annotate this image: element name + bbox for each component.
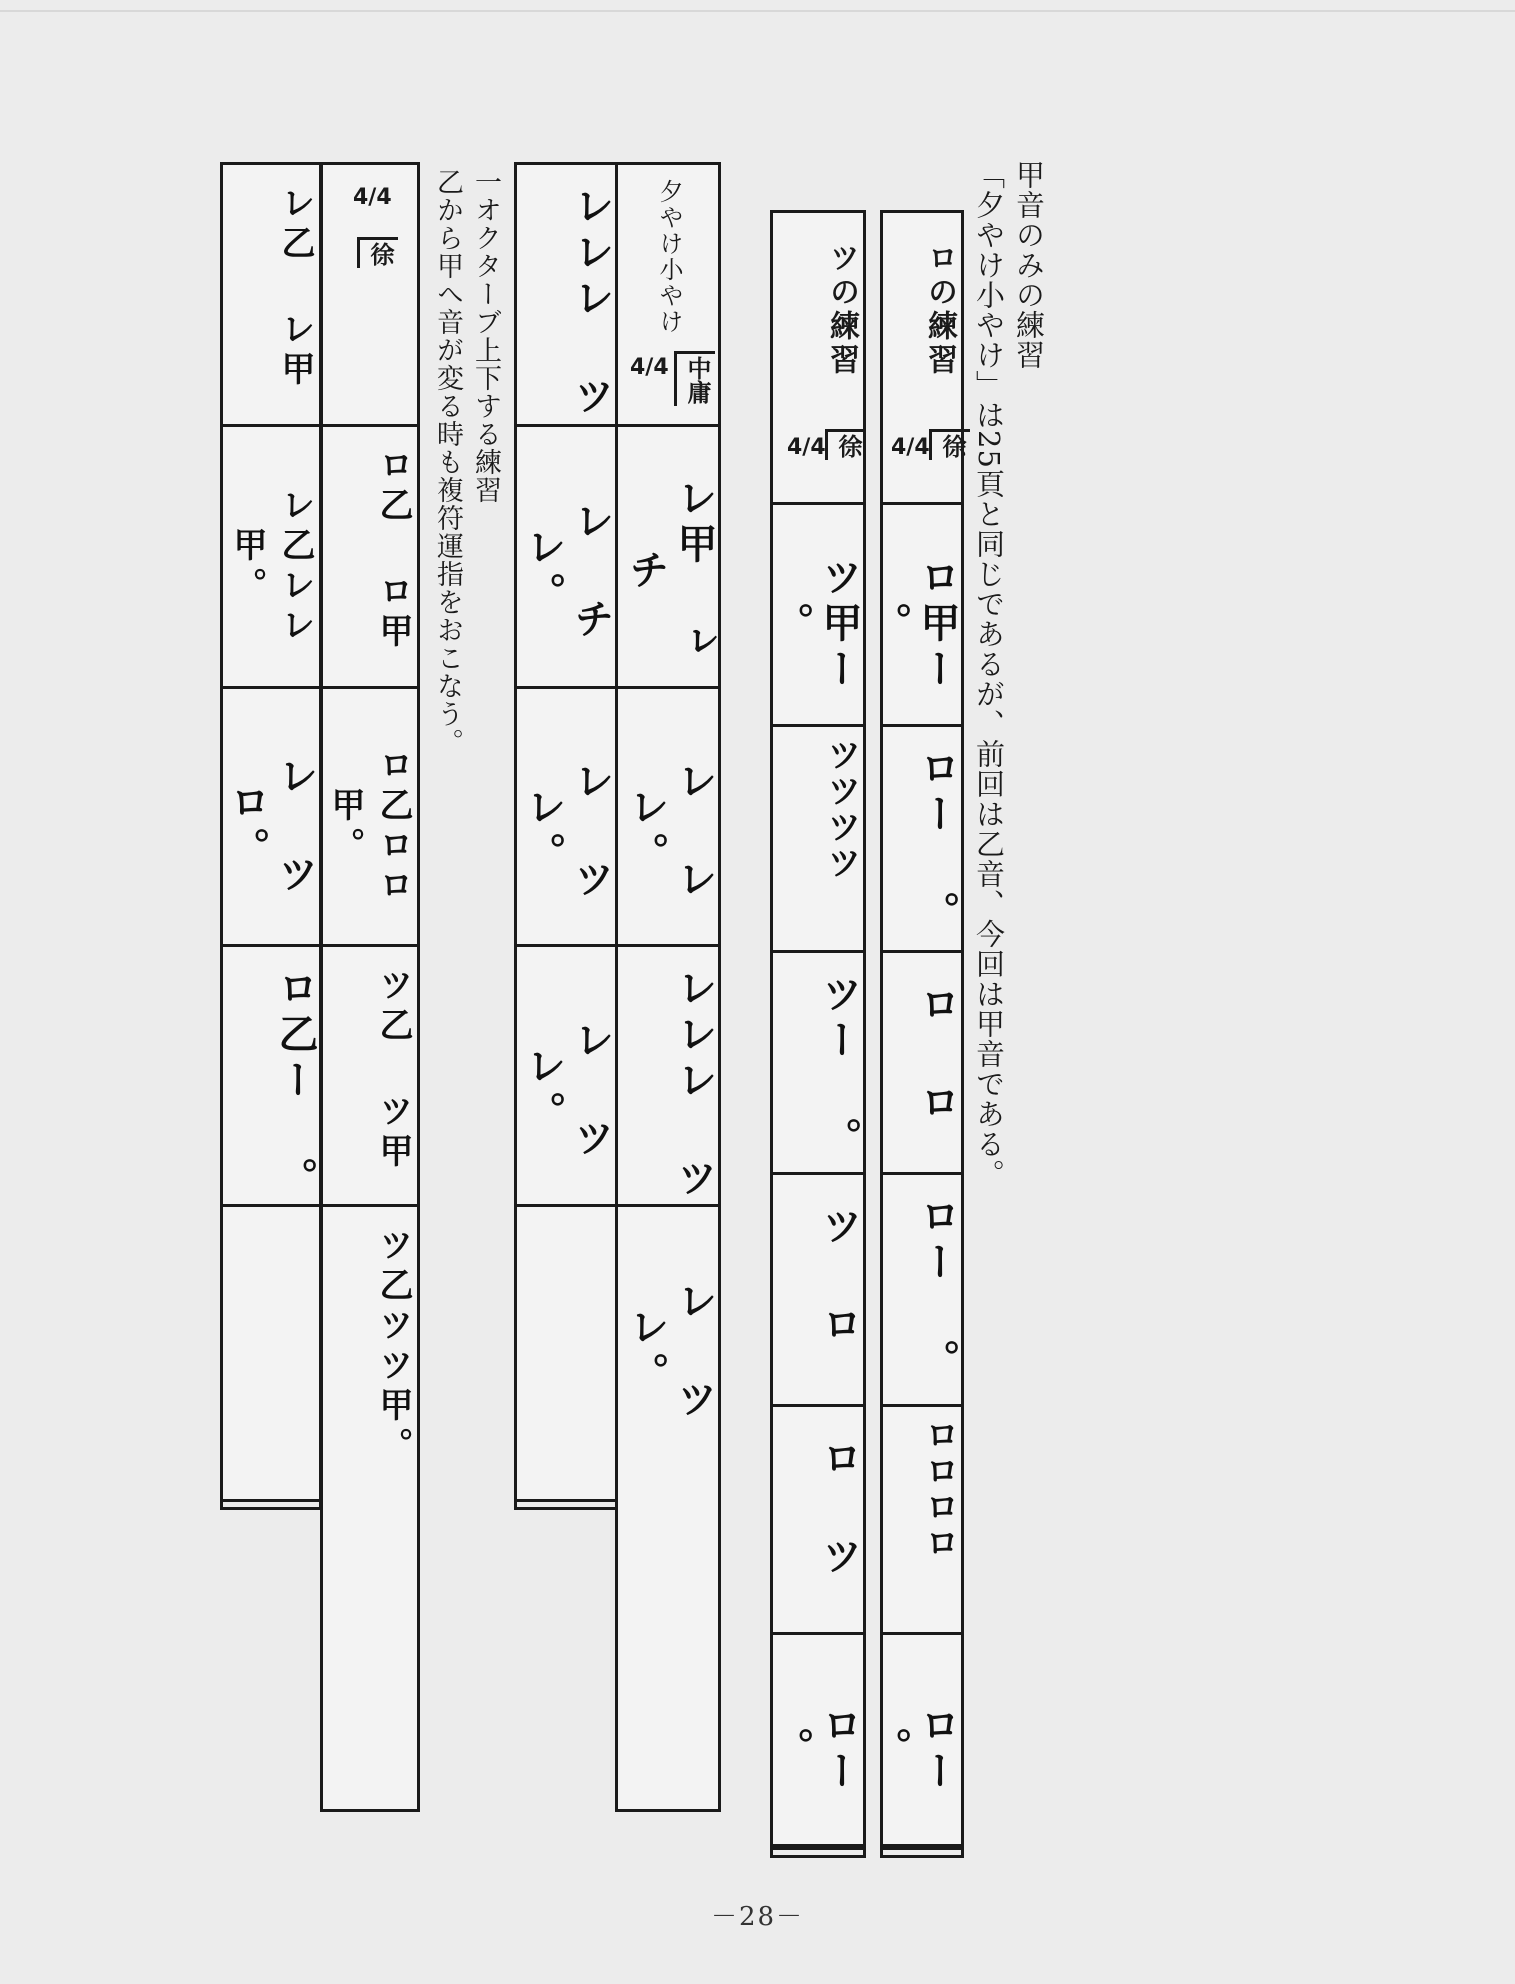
score-strip-yuyake-koyake-cont (514, 162, 618, 1502)
measure: ロー 。 (773, 1635, 863, 1847)
measure: レ ツ レ。 (517, 689, 615, 947)
strip-shadow (770, 1849, 866, 1858)
measure: レ ツ ロ。 (223, 689, 319, 947)
strip-header (323, 165, 417, 427)
strip-shadow (514, 1501, 618, 1510)
time-signature: 4/4 (630, 355, 669, 380)
score-strip-octave-left (220, 162, 322, 1502)
strip-shadow (220, 1501, 322, 1510)
measure: ロ甲ー 。 (883, 505, 961, 727)
strip-header (883, 213, 967, 505)
time-signature: 4/4 (891, 435, 930, 460)
strip-shadow (880, 1849, 964, 1858)
time-signature: 4/4 (353, 185, 392, 210)
measure: レレレ ツ (517, 165, 615, 427)
measure: ロロロロ (883, 1407, 961, 1635)
measure: ロー 。 (883, 727, 961, 953)
octave-note-line1: 一オクターブ上下する練習 (470, 168, 501, 504)
heading-line1: 甲音のみの練習 (1012, 160, 1046, 370)
strip-header (618, 165, 718, 427)
measure: ツ ロ (773, 1175, 863, 1407)
score-strip-tsu (770, 210, 866, 1850)
tempo-mark: 徐 (357, 237, 398, 268)
measure: ツ乙 ツ甲 (323, 947, 417, 1207)
strip-title: ロの練習 (922, 242, 957, 378)
measure: ロ ロ (883, 953, 961, 1175)
score-strip-octave-right (320, 162, 420, 1812)
heading-line2: 「夕やけ小やけ」は25頁と同じであるが、前回は乙音、今回は甲音である。 (972, 160, 1006, 1189)
strip-header (773, 213, 863, 505)
octave-note-line2: 乙から甲へ音が変る時も複符運指をおこなう。 (432, 168, 463, 756)
measure: レ ツ レ。 (517, 947, 615, 1207)
measure: レ チ レ。 (517, 427, 615, 689)
measure: ツ乙ツツ甲。 (373, 1227, 413, 1467)
measure: ツツツツ (773, 727, 863, 953)
score-strip-ro (866, 210, 967, 1850)
measure: ロ ツ (773, 1407, 863, 1635)
measure: ツー 。 (773, 953, 863, 1175)
tempo-mark: 徐 (929, 429, 970, 460)
strip-title: 夕やけ小やけ (655, 179, 683, 335)
measure: レ乙レレ甲。 (223, 427, 319, 689)
score-strip-yuyake-koyake-song (615, 162, 721, 1812)
measure: レ レ レ。 (618, 689, 718, 947)
measure: レ甲 ㇾ チ (618, 427, 718, 689)
measure: ロ乙 ロ甲 (323, 427, 417, 689)
strip-title: ツの練習 (824, 242, 859, 378)
measure: ロ乙ロロ甲。 (323, 689, 417, 947)
measure: ツ甲ー 。 (773, 505, 863, 727)
tempo-mark: 中庸 (674, 351, 715, 406)
time-signature: 4/4 (787, 435, 826, 460)
measure: ロー 。 (883, 1175, 961, 1407)
tempo-mark: 徐 (825, 429, 866, 460)
measure: ロ乙ー 。 (223, 947, 319, 1207)
measure: レ ツ レ。 (623, 1280, 717, 1424)
measure: レレレ ツ (618, 947, 718, 1207)
page-number: －28－ (710, 1902, 805, 1932)
measure: レ乙 レ甲 (223, 165, 319, 427)
scan-edge (0, 10, 1515, 12)
measure: ロー 。 (883, 1635, 961, 1847)
